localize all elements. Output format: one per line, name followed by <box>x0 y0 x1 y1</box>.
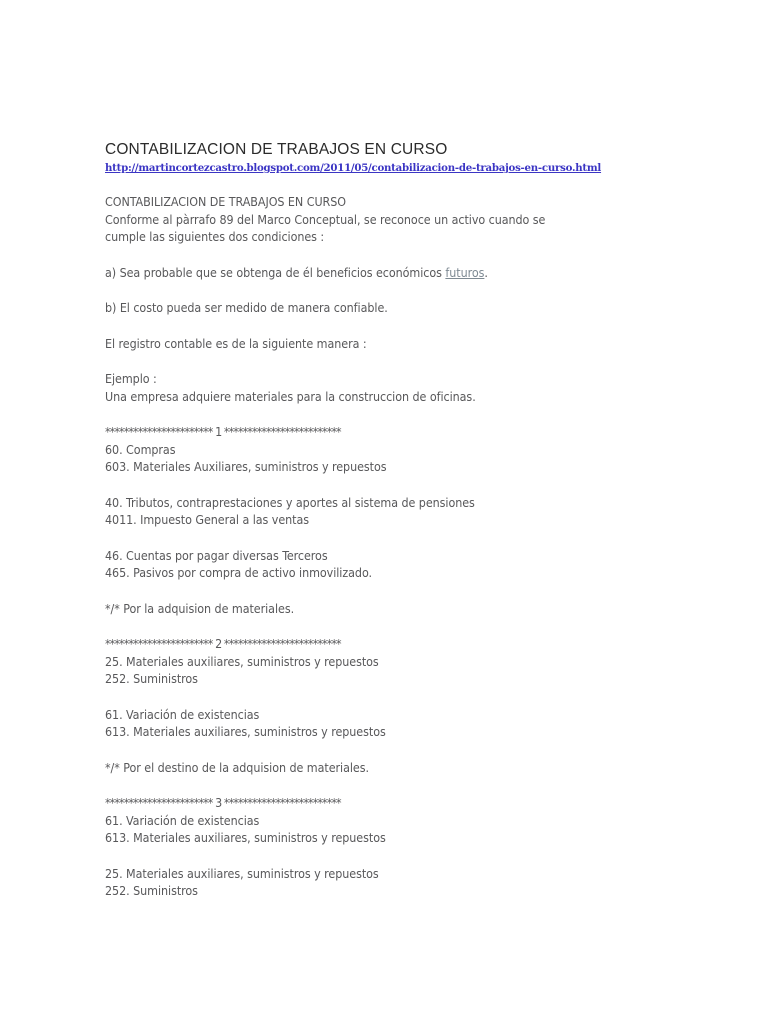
entry-2-a-line-2: 252. Suministros <box>105 671 198 686</box>
separator-3: *********************** 3 ************************* <box>105 795 341 810</box>
condition-b-line: b) El costo pueda ser medido de manera confiable. <box>105 300 388 315</box>
entry-2-group-a <box>105 635 665 688</box>
entry-3-a-line-2: 613. Materiales auxiliares, suministros y repuestos <box>105 830 386 845</box>
journal-entry-2 <box>105 635 665 776</box>
entry-1-a-line-1: 60. Compras <box>105 441 176 457</box>
document-content <box>105 140 665 918</box>
entry-1-note <box>105 600 665 618</box>
note-2: */* Por el destino de la adquision de materiales. <box>105 759 369 775</box>
journal-entry-3 <box>105 794 665 900</box>
entry-1-a-line-2: 603. Materiales Auxiliares, suministros y repuestos <box>105 459 387 474</box>
condition-a-block <box>105 264 665 282</box>
entry-2-b-line-2: 613. Materiales auxiliares, suministros y repuestos <box>105 724 386 739</box>
journal-entry-1 <box>105 423 665 617</box>
entry-1-c-line-2: 465. Pasivos por compra de activo inmovilizado. <box>105 565 373 580</box>
entry-2-note <box>105 759 665 777</box>
entry-3-group-b <box>105 865 665 900</box>
entry-2-group-b <box>105 706 665 741</box>
condition-a-line <box>105 264 665 282</box>
entry-1-c-line-1: 46. Cuentas por pagar diversas Terceros <box>105 547 328 563</box>
intro-line-2: cumple las siguientes dos condiciones : <box>105 229 325 244</box>
source-url-link[interactable]: http://martincortezcastro.blogspot.com/2011/05/contabilizacion-de-trabajos-en-curso.html <box>105 162 602 174</box>
entry-1-group-b <box>105 494 665 529</box>
separator-1: *********************** 1 ************************* <box>105 424 341 439</box>
entry-2-b-line-1: 61. Variación de existencias <box>105 706 260 722</box>
entry-1-b-line-2: 4011. Impuesto General a las ventas <box>105 512 310 527</box>
entry-3-group-a <box>105 794 665 847</box>
separator-2: *********************** 2 ************************* <box>105 636 341 651</box>
intro-block <box>105 193 665 246</box>
entry-3-b-line-1: 25. Materiales auxiliares, suministros y repuestos <box>105 865 379 881</box>
registro-line: El registro contable es de la siguiente manera : <box>105 335 367 351</box>
condition-a-text-after: . <box>484 264 488 280</box>
entry-3-b-line-2: 252. Suministros <box>105 883 198 898</box>
intro-line-1: Conforme al pàrrafo 89 del Marco Conceptual, se reconoce un activo cuando se <box>105 211 546 227</box>
document-subtitle: CONTABILIZACION DE TRABAJOS EN CURSO <box>105 194 346 209</box>
entry-1-group-c <box>105 547 665 582</box>
condition-a-text-before: a) Sea probable que se obtenga de él beneficios económicos <box>105 264 446 280</box>
futuros-link[interactable]: futuros <box>445 264 485 280</box>
ejemplo-text: Una empresa adquiere materiales para la construccion de oficinas. <box>105 388 476 404</box>
page-title: CONTABILIZACION DE TRABAJOS EN CURSO <box>105 141 448 158</box>
entry-1-b-line-1: 40. Tributos, contraprestaciones y aportes al sistema de pensiones <box>105 494 475 510</box>
note-1: */* Por la adquision de materiales. <box>105 600 295 616</box>
ejemplo-block <box>105 370 665 405</box>
registro-block <box>105 335 665 353</box>
condition-b-block <box>105 299 665 317</box>
entry-2-a-line-1: 25. Materiales auxiliares, suministros y repuestos <box>105 653 379 669</box>
ejemplo-label: Ejemplo : <box>105 371 157 386</box>
entry-1-group-a <box>105 423 665 476</box>
entry-3-a-line-1: 61. Variación de existencias <box>105 812 260 828</box>
